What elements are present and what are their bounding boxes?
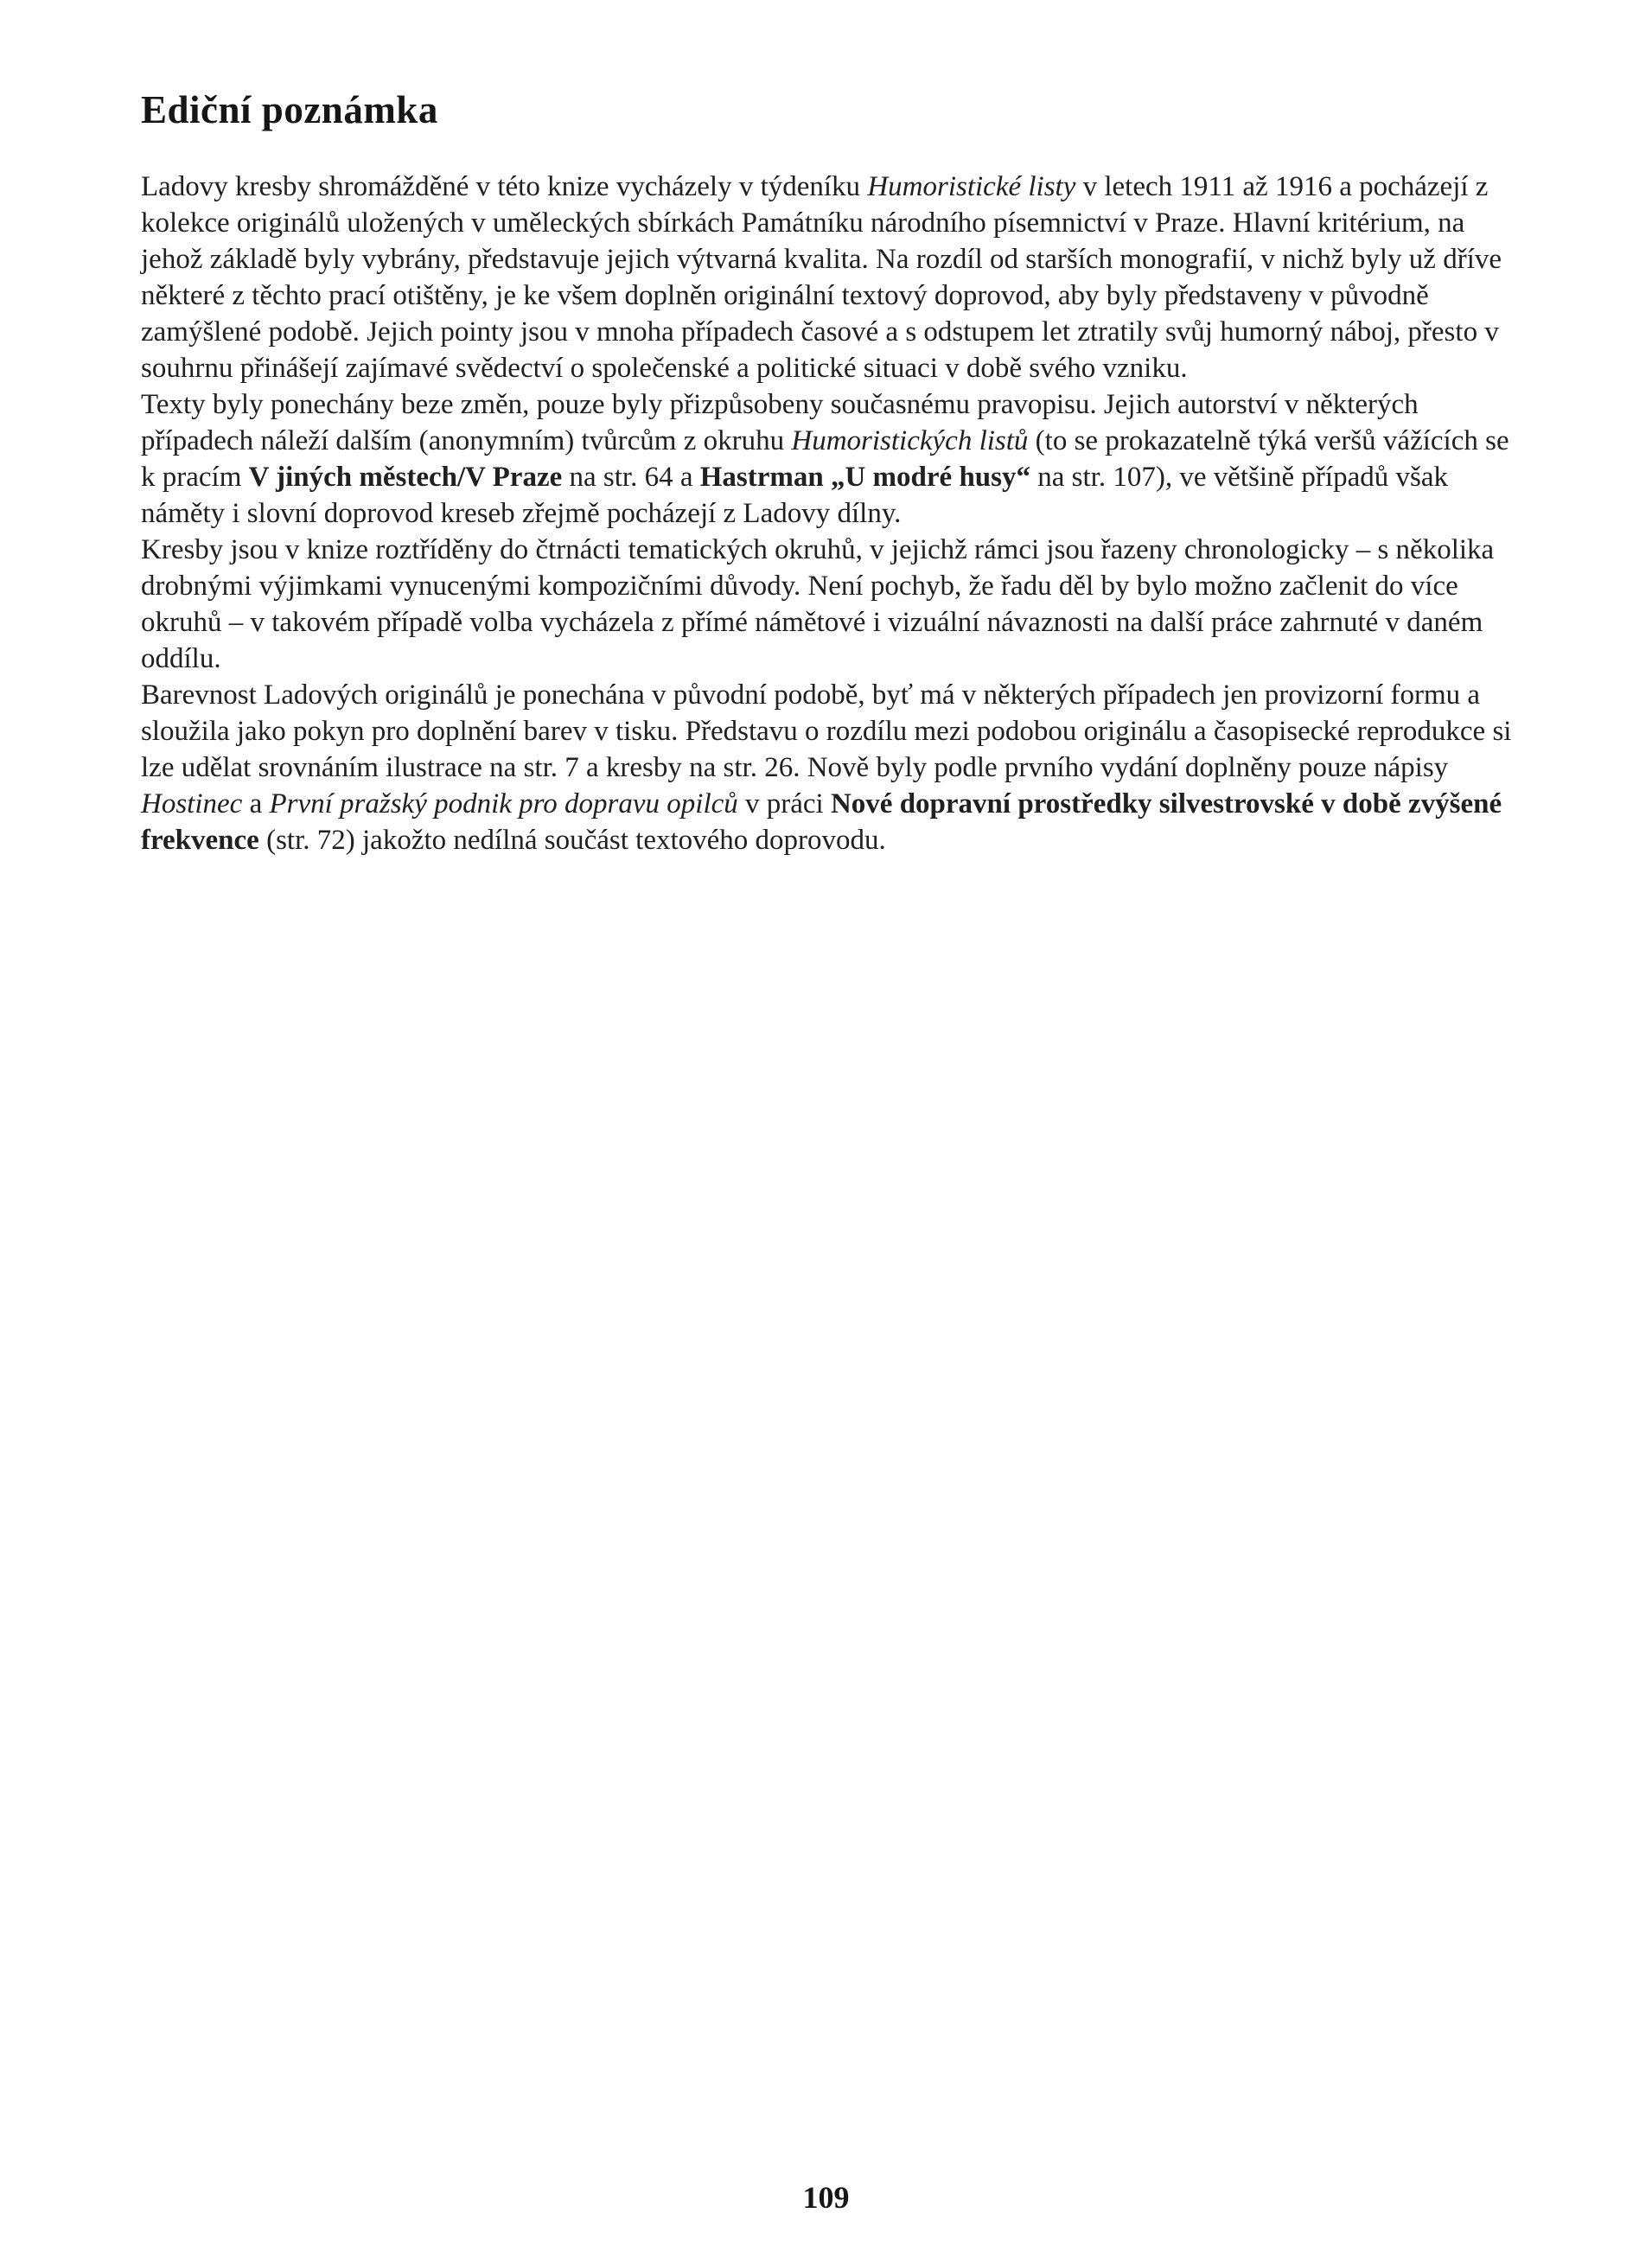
paragraph bbox=[141, 169, 1524, 386]
text-segment: Hostinec bbox=[141, 788, 243, 820]
paragraph bbox=[141, 386, 1524, 532]
text-segment: v letech 1911 až 1916 a pocházejí z kolekce originálů uložených v uměleckých sbírkách Památníku národního písemnictví v Praze. Hlavní kritérium, na jehož základě byly vybrány, představuje jejich výtvarná kvalita. Na rozdíl od starších monografií, v nichž byly už dříve některé z těchto prací otištěny, je ke všem doplněn originální textový doprovod, aby byly představeny v původně zamýšlené podobě. Jejich pointy jsou v mnoha případech časové a s odstupem let ztratily svůj humorný náboj, přesto v souhrnu přinášejí zajímavé svědectví o společenské a politické situaci v době svého vzniku. bbox=[141, 171, 1502, 384]
paragraph bbox=[141, 677, 1524, 858]
text-segment: v práci bbox=[737, 788, 831, 820]
text-segment: První pražský podnik pro dopravu opilců bbox=[269, 788, 738, 820]
text-segment: na str. 107), ve většině případů však náměty i slovní doprovod kreseb zřejmě pocházejí z Ladovy dílny. bbox=[141, 462, 1448, 529]
text-segment: Kresby jsou v knize roztříděny do čtrnácti tematických okruhů, v jejichž rámci jsou řazeny chronologicky – s několika drobnými výjimkami vynucenými kompozičními důvody. Není pochyb, že řadu děl by bylo možno začlenit do více okruhů – v takovém případě volba vycházela z přímé námětové i vizuální návaznosti na další práce zahrnuté v daném oddílu. bbox=[141, 534, 1495, 674]
text-segment: Hastrman „U modré husy“ bbox=[699, 462, 1030, 493]
page-title: Ediční poznámka bbox=[141, 88, 438, 131]
text-segment: Barevnost Ladových originálů je ponechána v původní podobě, byť má v některých případech jen provizorní formu a sloužila jako pokyn pro doplnění barev v tisku. Představu o rozdílu mezi podobou originálu a časopisecké reprodukce si lze udělat srovnáním ilustrace na str. 7 a kresby na str. 26. Nově byly podle prvního vydání doplněny pouze nápisy bbox=[141, 679, 1512, 783]
body-text bbox=[141, 169, 1524, 858]
text-segment: Humoristických listů bbox=[791, 425, 1029, 456]
text-column bbox=[141, 88, 1524, 858]
text-segment: Ladovy kresby shromážděné v této knize vycházely v týdeníku bbox=[141, 171, 868, 202]
paragraph bbox=[141, 532, 1524, 677]
text-segment: V jiných městech/V Praze bbox=[248, 462, 563, 493]
text-segment: a bbox=[242, 788, 270, 820]
text-segment: (to se prokazatelně týká veršů vážících se k pracím bbox=[141, 425, 1509, 493]
page-number: 109 bbox=[802, 2180, 850, 2215]
text-segment: (str. 72) jakožto nedílná součást textového doprovodu. bbox=[258, 825, 886, 856]
text-segment: na str. 64 a bbox=[562, 462, 700, 493]
text-segment: Texty byly ponechány beze změn, pouze byly přizpůsobeny současnému pravopisu. Jejich autorství v některých případech náleží dalším (anonymním) tvůrcům z okruhu bbox=[141, 389, 1419, 456]
text-segment: Humoristické listy bbox=[867, 171, 1076, 202]
text-segment: Nové dopravní prostředky silvestrovské v době zvýšené frekvence bbox=[141, 788, 1502, 856]
